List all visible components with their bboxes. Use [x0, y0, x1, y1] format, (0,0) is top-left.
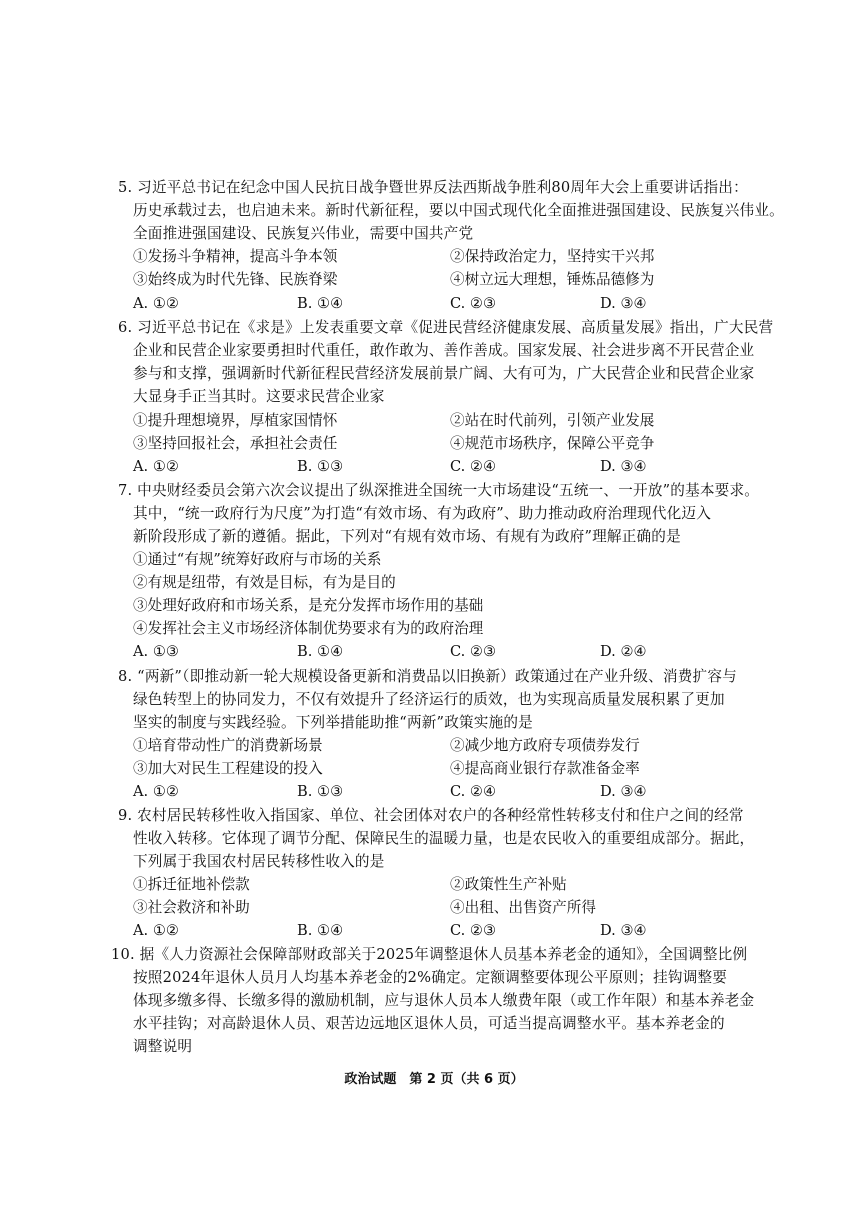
q6-choice-c: C. ②④ — [450, 458, 497, 475]
q6-stem-line-4: 大显身手正当其时。这要求民营企业家 — [133, 388, 385, 405]
q8-item-4: ④提高商业银行存款准备金率 — [450, 760, 640, 777]
q7-item-4: ④发挥社会主义市场经济体制优势要求有为的政府治理 — [133, 620, 484, 637]
q7-item-3: ③处理好政府和市场关系，是充分发挥市场作用的基础 — [133, 597, 484, 614]
q9-stem-line-2: 性收入转移。它体现了调节分配、保障民生的温暖力量，也是农民收入的重要组成部分。据此， — [133, 830, 755, 847]
q5-stem-line-2: 历史承载过去，也启迪未来。新时代新征程，要以中国式现代化全面推进强国建设、民族复兴伟业。 — [133, 202, 784, 219]
q9-item-4: ④出租、出售资产所得 — [450, 899, 596, 916]
q7-stem-line-1: 7. 中央财经委员会第六次会议提出了纵深推进全国统一大市场建设“五统一、一开放”的基本要求。 — [118, 482, 760, 499]
q10-stem-line-2: 按照2024年退休人员月人均基本养老金的2%确定。定额调整要体现公平原则；挂钩调整要 — [133, 969, 728, 986]
q10-stem-line-5: 调整说明 — [133, 1038, 193, 1055]
q6-choice-b: B. ①③ — [297, 458, 344, 475]
q6-item-2: ②站在时代前列，引领产业发展 — [450, 412, 655, 429]
q5-choice-b: B. ①④ — [297, 295, 344, 312]
q8-choice-b: B. ①③ — [297, 783, 344, 800]
q6-choice-a: A. ①② — [133, 458, 179, 475]
q10-stem-line-4: 水平挂钩；对高龄退休人员、艰苦边远地区退休人员，可适当提高调整水平。基本养老金的 — [133, 1015, 725, 1032]
q8-choice-d: D. ③④ — [600, 783, 647, 800]
q6-stem-line-1: 6. 习近平总书记在《求是》上发表重要文章《促进民营经济健康发展、高质量发展》指出，广大民营 — [118, 319, 774, 336]
q9-item-3: ③社会救济和补助 — [133, 899, 250, 916]
q8-stem-line-1: 8. “两新”（即推动新一轮大规模设备更新和消费品以旧换新）政策通过在产业升级、消费扩容与 — [118, 668, 737, 685]
q9-choice-d: D. ③④ — [600, 922, 647, 939]
q6-item-1: ①提升理想境界，厚植家国情怀 — [133, 412, 338, 429]
q6-stem-line-3: 参与和支撑，强调新时代新征程民营经济发展前景广阔、大有可为，广大民营企业和民营企业家 — [133, 365, 755, 382]
page-footer: 政治试题 第 2 页（共 6 页） — [344, 1072, 524, 1087]
q8-stem-line-2: 绿色转型上的协同发力，不仅有效提升了经济运行的质效，也为实现高质量发展积累了更加 — [133, 691, 725, 708]
q5-choice-d: D. ③④ — [600, 295, 647, 312]
q8-choice-c: C. ②④ — [450, 783, 497, 800]
q10-stem-line-3: 体现多缴多得、长缴多得的激励机制，应与退休人员本人缴费年限（或工作年限）和基本养老金 — [133, 992, 755, 1009]
q9-stem-line-1: 9. 农村居民转移性收入指国家、单位、社会团体对农户的各种经常性转移支付和住户之间的经常 — [118, 807, 744, 824]
q9-item-1: ①拆迁征地补偿款 — [133, 876, 250, 893]
q7-choice-a: A. ①③ — [133, 643, 179, 660]
q7-choice-c: C. ②③ — [450, 643, 497, 660]
q5-choice-a: A. ①② — [133, 295, 179, 312]
q8-item-1: ①培育带动性广的消费新场景 — [133, 737, 323, 754]
q5-item-1: ①发扬斗争精神，提高斗争本领 — [133, 248, 338, 265]
q9-item-2: ②政策性生产补贴 — [450, 876, 567, 893]
q9-choice-c: C. ②③ — [450, 922, 497, 939]
q5-item-3: ③始终成为时代先锋、民族脊梁 — [133, 271, 338, 288]
q5-stem-line-3: 全面推进强国建设、民族复兴伟业，需要中国共产党 — [133, 225, 474, 242]
q5-stem-line-1: 5. 习近平总书记在纪念中国人民抗日战争暨世界反法西斯战争胜利80周年大会上重要讲话指出： — [118, 179, 748, 196]
q9-stem-line-3: 下列属于我国农村居民转移性收入的是 — [133, 853, 385, 870]
q7-stem-line-2: 其中，“统一政府行为尺度”为打造“有效市场、有为政府”、助力推动政府治理现代化迈入 — [133, 505, 712, 522]
q6-item-3: ③坚持回报社会，承担社会责任 — [133, 435, 338, 452]
q8-item-2: ②减少地方政府专项债券发行 — [450, 737, 640, 754]
q5-choice-c: C. ②③ — [450, 295, 497, 312]
q7-choice-d: D. ②④ — [600, 643, 647, 660]
q7-item-1: ①通过“有规”统筹好政府与市场的关系 — [133, 551, 382, 568]
q9-choice-b: B. ①④ — [297, 922, 344, 939]
q9-choice-a: A. ①② — [133, 922, 179, 939]
q10-stem-line-1: 10. 据《人力资源社会保障部财政部关于2025年调整退休人员基本养老金的通知》，全国调整比例 — [111, 946, 748, 963]
q5-item-2: ②保持政治定力，坚持实干兴邦 — [450, 248, 655, 265]
q6-stem-line-2: 企业和民营企业家要勇担时代重任，敢作敢为、善作善成。国家发展、社会进步离不开民营企业 — [133, 342, 755, 359]
q5-item-4: ④树立远大理想，锤炼品德修为 — [450, 271, 655, 288]
q6-choice-d: D. ③④ — [600, 458, 647, 475]
q8-stem-line-3: 坚实的制度与实践经验。下列举措能助推“两新”政策实施的是 — [133, 714, 533, 731]
q8-choice-a: A. ①② — [133, 783, 179, 800]
q7-stem-line-3: 新阶段形成了新的遵循。据此，下列对“有规有效市场、有规有为政府”理解正确的是 — [133, 528, 681, 545]
q6-item-4: ④规范市场秩序，保障公平竞争 — [450, 435, 655, 452]
q8-item-3: ③加大对民生工程建设的投入 — [133, 760, 323, 777]
q7-item-2: ②有规是纽带，有效是目标，有为是目的 — [133, 574, 396, 591]
q7-choice-b: B. ①④ — [297, 643, 344, 660]
